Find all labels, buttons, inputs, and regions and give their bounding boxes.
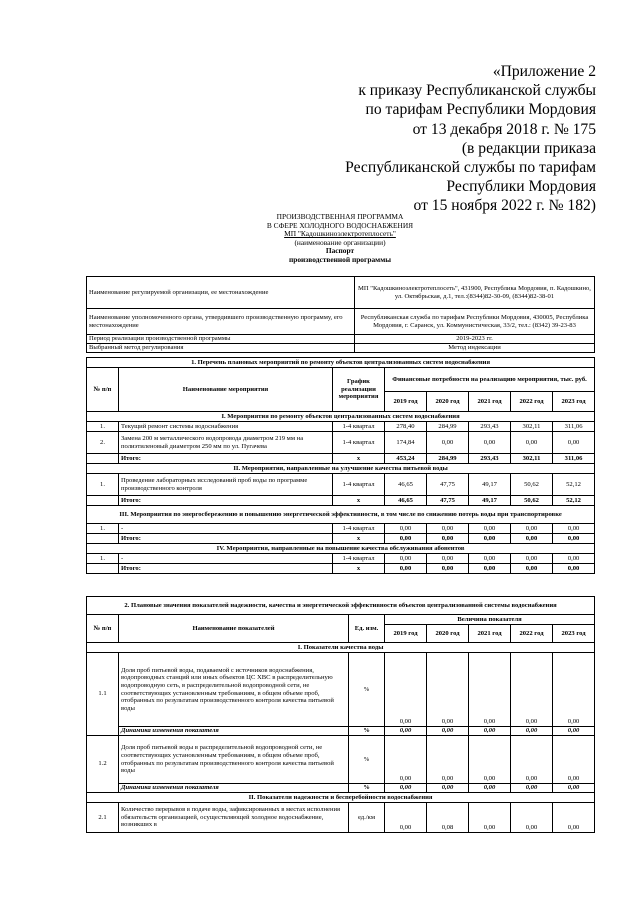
- row-value: 0,00: [385, 524, 427, 534]
- organization-hint: (наименование организации): [294, 237, 386, 247]
- row-value: 0,00: [511, 554, 553, 564]
- dynamics-unit: %: [349, 727, 385, 736]
- row-name: Текущий ремонт системы водоснабжения: [119, 422, 333, 432]
- col-header-unit: Ед. изм.: [349, 615, 385, 643]
- row-num: 1.2: [87, 736, 119, 793]
- repair-plan-table: [86, 357, 595, 574]
- passport-label: Наименование уполномоченного органа, утвердившего производственную программу, его местонахождение: [87, 309, 355, 335]
- table-row: [87, 474, 595, 496]
- row-value: 0,00: [553, 554, 595, 564]
- passport-subtitle: производственной программы: [288, 254, 392, 264]
- dynamics-row: [87, 784, 595, 793]
- row-unit: %: [349, 736, 385, 784]
- dynamics-unit: %: [349, 784, 385, 793]
- row-value: 0,00: [385, 554, 427, 564]
- row-num: 2.: [87, 432, 119, 454]
- row-value: 278,40: [385, 422, 427, 432]
- row-name: -: [119, 524, 333, 534]
- program-heading: [90, 213, 590, 265]
- appendix-line: «Приложение 2: [492, 63, 596, 80]
- row-value: 49,17: [469, 474, 511, 496]
- dynamics-value: 0,00: [469, 784, 511, 793]
- row-schedule: 1-4 квартал: [333, 554, 385, 564]
- passport-label: Выбранный метод регулирования: [87, 344, 355, 353]
- row-num: 1.: [87, 554, 119, 564]
- col-header-year: 2022 год: [511, 625, 553, 643]
- col-header-num: № п/п: [87, 615, 119, 643]
- row-value: 0,00: [553, 736, 595, 784]
- section-title: II. Показатели надежности и бесперебойности водоснабжения: [87, 793, 595, 803]
- total-value: 50,62: [511, 496, 553, 506]
- row-schedule: 1-4 квартал: [333, 432, 385, 454]
- row-value: 0,08: [427, 803, 469, 833]
- col-header-num: № п/п: [87, 368, 119, 412]
- row-schedule: 1-4 квартал: [333, 422, 385, 432]
- row-schedule: 1-4 квартал: [333, 474, 385, 496]
- row-schedule: 1-4 квартал: [333, 524, 385, 534]
- dynamics-label: Динамика изменения показателя: [119, 784, 349, 793]
- section-row: [87, 544, 595, 554]
- table-title-row: [87, 358, 595, 368]
- table-row: [87, 554, 595, 564]
- dynamics-value: 0,00: [427, 784, 469, 793]
- row-num: 1.: [87, 422, 119, 432]
- col-header-year: 2023 год: [553, 392, 595, 412]
- table-title: 1. Перечень плановых мероприятий по ремонту объектов централизованных систем водоснабжения: [87, 358, 595, 368]
- row-value: 174,84: [385, 432, 427, 454]
- row-num: 1.: [87, 474, 119, 496]
- row-value: 0,00: [511, 524, 553, 534]
- total-value: 0,00: [385, 564, 427, 574]
- total-label: Итого:: [119, 534, 333, 544]
- row-num: 1.: [87, 524, 119, 534]
- row-num: 1.1: [87, 653, 119, 736]
- table-row: [87, 422, 595, 432]
- total-value: 52,12: [553, 496, 595, 506]
- row-value: 52,12: [553, 474, 595, 496]
- total-value: 0,00: [469, 534, 511, 544]
- table-row: [87, 736, 595, 784]
- total-value: 0,00: [553, 564, 595, 574]
- dynamics-value: 0,00: [385, 784, 427, 793]
- section-title: IV. Мероприятия, направленные на повышение качества обслуживания абонентов: [87, 544, 595, 554]
- row-value: 0,00: [469, 653, 511, 727]
- total-value: 0,00: [427, 564, 469, 574]
- row-value: 0,00: [469, 803, 511, 833]
- row-value: 284,99: [427, 422, 469, 432]
- passport-table: [86, 276, 595, 353]
- passport-label: Период реализации производственной программы: [87, 335, 355, 344]
- row-name: Замена 200 м металлического водопровода диаметром 219 мм на полиэтиленовый диаметром 250 мм по ул. Пугачева: [119, 432, 333, 454]
- total-value: 453,24: [385, 454, 427, 464]
- dynamics-value: 0,00: [385, 727, 427, 736]
- col-header-schedule: График реализации мероприятия: [333, 368, 385, 412]
- row-value: 0,00: [469, 736, 511, 784]
- total-value: 311,06: [553, 454, 595, 464]
- organization-name: МП "Кадошкиноэлектротеплосеть": [284, 229, 396, 239]
- row-unit: ед./км: [349, 803, 385, 833]
- col-header-year: 2021 год: [469, 625, 511, 643]
- total-value: 293,43: [469, 454, 511, 464]
- total-row: [87, 564, 595, 574]
- total-value: 284,99: [427, 454, 469, 464]
- appendix-line: от 13 декабря 2018 г. № 175: [412, 120, 596, 138]
- dynamics-value: 0,00: [553, 727, 595, 736]
- col-header-year: 2019 год: [385, 392, 427, 412]
- total-value: 0,00: [511, 534, 553, 544]
- passport-value: 2019-2023 гг.: [355, 335, 595, 344]
- row-name: Доля проб питьевой воды в распределительной водопроводной сети, не соответствующих установленным требованиям, в общем объеме проб, отобранных по результатам производственного контроля качества питьевой воды: [119, 736, 349, 784]
- row-value: 46,65: [385, 474, 427, 496]
- row-value: 0,00: [427, 736, 469, 784]
- col-header-year: 2020 год: [427, 625, 469, 643]
- indicators-table: [86, 596, 595, 833]
- total-value: 0,00: [427, 534, 469, 544]
- total-row: [87, 496, 595, 506]
- row-value: 0,00: [553, 524, 595, 534]
- row-value: 0,00: [469, 432, 511, 454]
- total-label: Итого:: [119, 454, 333, 464]
- passport-value: МП "Кадошкиноэлектротеплосеть", 431900, Республика Мордовия, п. Кадошкино, ул. Октябрьская, д.1, тел.:(8344)82-30-09, (8344)82-38-01: [355, 277, 595, 309]
- row-value: 0,00: [469, 554, 511, 564]
- total-x: x: [333, 564, 385, 574]
- section-title: I. Мероприятия по ремонту объектов централизованных систем водоснабжения: [87, 412, 595, 422]
- col-header-year: 2021 год: [469, 392, 511, 412]
- passport-label: Наименование регулируемой организации, ее местонахождение: [87, 277, 355, 309]
- col-header-values: Величина показателя: [385, 615, 595, 625]
- table-header-row: [87, 615, 595, 625]
- passport-row: [87, 309, 595, 335]
- section-title: I. Показатели качества воды: [87, 643, 595, 653]
- row-value: 0,00: [511, 653, 553, 727]
- total-value: 0,00: [469, 564, 511, 574]
- row-name: Доля проб питьевой воды, подаваемой с источников водоснабжения, водопроводных станций или иных объектов ЦС ХВС в распределительную водопроводную сеть, в распределительной водопроводной сети, не соответствующих установленным требованиям, в общем объеме проб, отобранных по результатам производственного контроля качества питьевой воды: [119, 653, 349, 727]
- col-header-year: 2022 год: [511, 392, 553, 412]
- section-title: II. Мероприятия, направленные на улучшение качества питьевой воды: [87, 464, 595, 474]
- total-value: 0,00: [385, 534, 427, 544]
- dynamics-value: 0,00: [469, 727, 511, 736]
- appendix-line: Республиканской службы по тарифам: [345, 159, 596, 177]
- total-value: 302,11: [511, 454, 553, 464]
- total-x: x: [333, 454, 385, 464]
- passport-row: [87, 277, 595, 309]
- col-header-finance: Финансовые потребности на реализацию мероприятия, тыс. руб.: [385, 368, 595, 392]
- passport-title: Паспорт: [325, 246, 355, 256]
- row-value: 302,11: [511, 422, 553, 432]
- appendix-line: (в редакции приказа: [461, 139, 596, 157]
- row-value: 0,00: [427, 653, 469, 727]
- total-x: x: [333, 534, 385, 544]
- total-value: 46,65: [385, 496, 427, 506]
- row-value: 0,00: [427, 432, 469, 454]
- dynamics-value: 0,00: [427, 727, 469, 736]
- dynamics-label: Динамика изменения показателя: [119, 727, 349, 736]
- total-value: 47,75: [427, 496, 469, 506]
- section-row: [87, 464, 595, 474]
- row-value: 0,00: [385, 653, 427, 727]
- row-value: 0,00: [469, 524, 511, 534]
- total-value: 0,00: [511, 564, 553, 574]
- program-title: ПРОИЗВОДСТВЕННАЯ ПРОГРАММА: [276, 212, 404, 221]
- passport-row: [87, 335, 595, 344]
- total-label: Итого:: [119, 496, 333, 506]
- row-value: 0,00: [511, 736, 553, 784]
- section-row: [87, 506, 595, 524]
- row-value: 0,00: [385, 736, 427, 784]
- appendix-line: Республики Мордовия: [446, 178, 596, 196]
- row-value: 0,00: [553, 653, 595, 727]
- total-label: Итого:: [119, 564, 333, 574]
- row-name: -: [119, 554, 333, 564]
- row-value: 0,00: [553, 432, 595, 454]
- col-header-year: 2023 год: [553, 625, 595, 643]
- dynamics-value: 0,00: [511, 727, 553, 736]
- total-value: 49,17: [469, 496, 511, 506]
- row-num: 2.1: [87, 803, 119, 833]
- total-row: [87, 454, 595, 464]
- appendix-line: к приказу Республиканской службы: [358, 82, 596, 100]
- row-value: 293,43: [469, 422, 511, 432]
- section-row: [87, 412, 595, 422]
- table-header-row: [87, 368, 595, 392]
- table-title: 2. Плановые значения показателей надежности, качества и энергетической эффективности объектов централизованной системы водоснабжения: [87, 597, 595, 615]
- row-value: 311,06: [553, 422, 595, 432]
- table-row: [87, 803, 595, 833]
- program-sphere: В СФЕРЕ ХОЛОДНОГО ВОДОСНАБЖЕНИЯ: [266, 220, 414, 230]
- row-value: 0,00: [427, 554, 469, 564]
- table-row: [87, 524, 595, 534]
- row-value: 0,00: [385, 803, 427, 833]
- row-name: Количество перерывов в подаче воды, зафиксированных в местах исполнения обязательств организацией, осуществляющей холодное водоснабжение, возникших в: [119, 803, 349, 833]
- dynamics-value: 0,00: [553, 784, 595, 793]
- appendix-line: от 15 ноября 2022 г. № 182): [413, 197, 596, 215]
- passport-value: Метод индексации: [355, 344, 595, 353]
- row-value: 50,62: [511, 474, 553, 496]
- col-header-name: Наименование показателей: [119, 615, 349, 643]
- dynamics-value: 0,00: [511, 784, 553, 793]
- total-x: x: [333, 496, 385, 506]
- dynamics-row: [87, 727, 595, 736]
- section-row: [87, 643, 595, 653]
- row-value: 47,75: [427, 474, 469, 496]
- col-header-name: Наименование мероприятия: [119, 368, 333, 412]
- row-name: Проведение лабораторных исследований проб воды по программе производственного контроля: [119, 474, 333, 496]
- total-row: [87, 534, 595, 544]
- table-row: [87, 432, 595, 454]
- row-unit: %: [349, 653, 385, 727]
- table-row: [87, 653, 595, 727]
- row-value: 0,00: [553, 803, 595, 833]
- row-value: 0,00: [511, 432, 553, 454]
- section-row: [87, 793, 595, 803]
- appendix-line: по тарифам Республики Мордовия: [365, 101, 596, 119]
- row-value: 0,00: [427, 524, 469, 534]
- total-value: 0,00: [553, 534, 595, 544]
- appendix-block: [276, 62, 596, 216]
- col-header-year: 2019 год: [385, 625, 427, 643]
- table-title-row: [87, 597, 595, 615]
- row-value: 0,00: [511, 803, 553, 833]
- section-title: III. Мероприятия по энергосбережению и повышению энергетической эффективности, в том числе по снижению потерь воды при транспортировке: [87, 506, 595, 524]
- passport-value: Республиканская служба по тарифам Республики Мордовия, 430005, Республика Мордовия, г. Саранск, ул. Коммунистическая, 33/2, тел.: (8342) 39-23-83: [355, 309, 595, 335]
- passport-row: [87, 344, 595, 353]
- col-header-year: 2020 год: [427, 392, 469, 412]
